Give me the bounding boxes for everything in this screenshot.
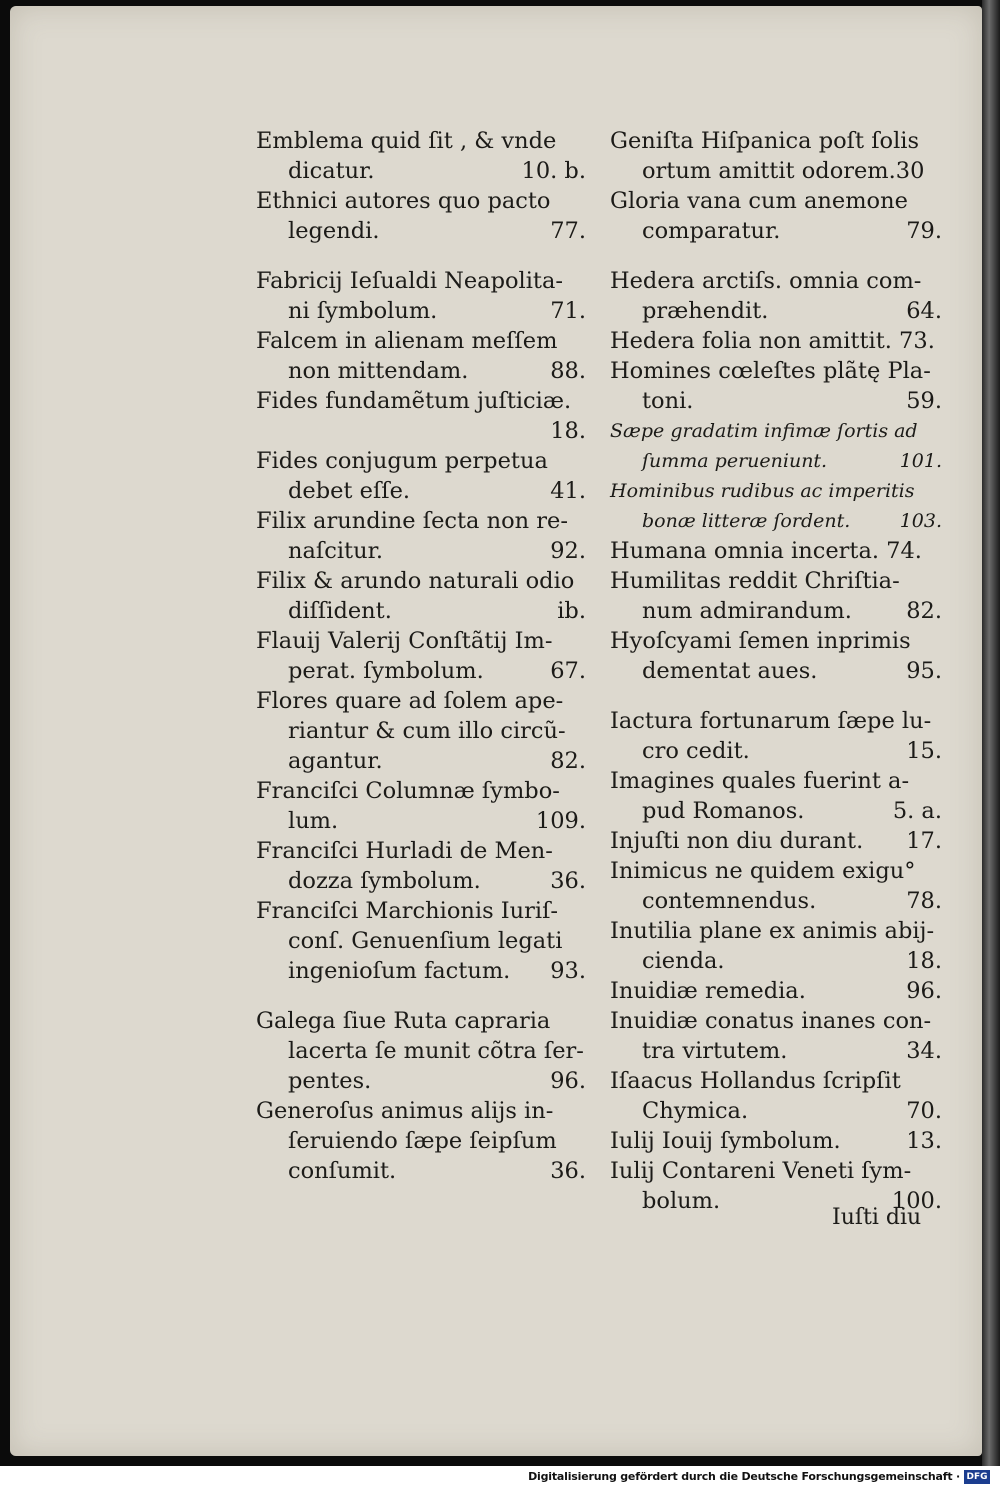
entry-heading: Ethnici autores quo pacto — [256, 188, 551, 214]
index-entry — [610, 1006, 942, 1066]
entry-heading: Franciſci Hurladi de Men- — [256, 838, 553, 864]
index-entry — [610, 326, 942, 356]
entry-continuation: perat. ſymbolum. — [288, 658, 484, 684]
index-entry — [610, 266, 942, 326]
page-reference: 15. — [906, 738, 942, 764]
entry-continuation: pud Romanos. — [642, 798, 805, 824]
page-reference: 100. — [891, 1188, 942, 1214]
index-entry — [610, 1066, 942, 1126]
index-entry — [256, 1006, 586, 1096]
page-reference: 70. — [906, 1098, 942, 1124]
index-entry — [256, 126, 586, 186]
footer-bar — [0, 1466, 1000, 1489]
index-entry — [610, 186, 942, 246]
entry-heading: Iactura fortunarum ſæpe lu- — [610, 708, 932, 734]
entry-heading: Emblema quid ſit , & vnde — [256, 128, 557, 154]
index-entry — [610, 126, 942, 186]
section-gap — [610, 686, 942, 706]
page-reference: 18. — [906, 948, 942, 974]
page-reference: 77. — [550, 218, 586, 244]
entry-heading: Filix arundine ſecta non re- — [256, 508, 568, 534]
entry-heading: Imagines quales fuerint a- — [610, 768, 910, 794]
index-entry — [610, 916, 942, 976]
entry-heading: Iulij Contareni Veneti ſym- — [610, 1158, 912, 1184]
entry-heading: Hyoſcyami ſemen inprimis — [610, 628, 911, 654]
page-reference: 41. — [550, 478, 586, 504]
index-entry — [256, 386, 586, 446]
index-entry — [256, 326, 586, 386]
index-column-right — [610, 126, 942, 1216]
entry-continuation: ni ſymbolum. — [288, 298, 438, 324]
index-entry — [256, 836, 586, 896]
entry-continuation: num admirandum. — [642, 598, 852, 624]
index-entry — [256, 446, 586, 506]
entry-heading: Iſaacus Hollandus ſcripſit — [610, 1068, 901, 1094]
index-entry — [610, 706, 942, 766]
entry-continuation: bonæ litteræ ſordent. — [642, 510, 851, 532]
entry-heading: Hominibus rudibus ac imperitis — [610, 480, 915, 502]
entry-heading: Inuidiæ remedia. — [610, 978, 806, 1004]
index-entry — [610, 976, 942, 1006]
page-reference: 78. — [906, 888, 942, 914]
entry-heading: Fides fundamẽtum juſticiæ. — [256, 388, 572, 414]
index-entry — [256, 186, 586, 246]
entry-continuation: pentes. — [288, 1068, 372, 1094]
entry-heading: Geniſta Hiſpanica poſt ſolis — [610, 128, 920, 154]
entry-continuation: conſ. Genuenſium legati — [288, 928, 563, 954]
section-gap — [256, 986, 586, 1006]
page-reference: 95. — [906, 658, 942, 684]
entry-heading: Fabricij Ieſualdi Neapolita- — [256, 268, 563, 294]
entry-continuation: tra virtutem. — [642, 1038, 788, 1064]
entry-heading: Homines cœleſtes plãtę Pla- — [610, 358, 931, 384]
index-entry — [256, 506, 586, 566]
page-reference: 93. — [550, 958, 586, 984]
entry-continuation: lacerta ſe munit cõtra ſer- — [288, 1038, 584, 1064]
index-entry — [256, 686, 586, 776]
page-reference: 18. — [550, 418, 586, 444]
page-reference: 71. — [550, 298, 586, 324]
entry-continuation: ortum amittit odorem.30 — [642, 158, 925, 184]
entry-heading: Flauij Valerij Conſtãtij Im- — [256, 628, 553, 654]
catchword: Iuſti diu — [832, 1205, 922, 1230]
page-reference: 64. — [906, 298, 942, 324]
entry-continuation: diſſident. — [288, 598, 392, 624]
entry-continuation: lum. — [288, 808, 339, 834]
page-reference: 36. — [550, 1158, 586, 1184]
index-entry — [256, 626, 586, 686]
entry-continuation: dementat aues. — [642, 658, 818, 684]
entry-continuation: cienda. — [642, 948, 725, 974]
entry-heading: Inuidiæ conatus inanes con- — [610, 1008, 932, 1034]
entry-continuation — [256, 416, 586, 446]
entry-heading: Injuſti non diu durant. — [610, 828, 864, 854]
page-reference: 10. b. — [521, 158, 586, 184]
entry-continuation: comparatur. — [642, 218, 781, 244]
entry-continuation: Chymica. — [642, 1098, 749, 1124]
index-entry — [256, 1096, 586, 1186]
entry-heading: Franciſci Marchionis Iuriſ- — [256, 898, 559, 924]
entry-heading: Humana omnia incerta. 74. — [610, 538, 922, 564]
footer-credit: Digitalisierung gefördert durch die Deutsche Forschungsgemeinschaft · — [528, 1470, 960, 1483]
section-gap — [256, 246, 586, 266]
entry-heading: Galega ſiue Ruta capraria — [256, 1008, 551, 1034]
index-entry — [610, 566, 942, 626]
index-entry — [610, 626, 942, 686]
index-entry — [256, 566, 586, 626]
page-reference: 5. a. — [892, 798, 942, 824]
entry-continuation: bolum. — [642, 1188, 721, 1214]
entry-continuation: dicatur. — [288, 158, 375, 184]
page-reference: 96. — [550, 1068, 586, 1094]
index-entry — [256, 266, 586, 326]
page-reference: 103. — [899, 510, 942, 532]
entry-continuation: præhendit. — [642, 298, 769, 324]
page-reference: 88. — [550, 358, 586, 384]
entry-continuation: toni. — [642, 388, 694, 414]
entry-heading: Flores quare ad ſolem ape- — [256, 688, 564, 714]
entry-heading: Fides conjugum perpetua — [256, 448, 548, 474]
index-entry — [256, 896, 586, 986]
entry-heading: Falcem in alienam meſſem — [256, 328, 558, 354]
page-reference: 101. — [899, 450, 942, 472]
page-reference: 96. — [906, 978, 942, 1004]
page-reference: 13. — [906, 1128, 942, 1154]
entry-heading: Inutilia plane ex animis abij- — [610, 918, 935, 944]
index-entry — [610, 826, 942, 856]
entry-heading: Hedera folia non amittit. 73. — [610, 328, 935, 354]
page-reference: 17. — [906, 828, 942, 854]
index-entry — [610, 536, 942, 566]
book-edge — [982, 0, 1000, 1466]
entry-continuation: agantur. — [288, 748, 383, 774]
entry-continuation: debet eſſe. — [288, 478, 411, 504]
page-reference: ib. — [557, 598, 586, 624]
page-reference: 34. — [906, 1038, 942, 1064]
entry-continuation: ingenioſum factum. — [288, 958, 511, 984]
section-gap — [610, 246, 942, 266]
index-entry — [610, 416, 942, 476]
page-reference: 67. — [550, 658, 586, 684]
index-column-left — [256, 126, 586, 1186]
index-entry — [610, 1126, 942, 1156]
entry-heading: Iulij Iouij ſymbolum. — [610, 1128, 841, 1154]
entry-heading: Franciſci Columnæ ſymbo- — [256, 778, 560, 804]
entry-continuation: legendi. — [288, 218, 380, 244]
entry-continuation: conſumit. — [288, 1158, 397, 1184]
page-reference: 82. — [906, 598, 942, 624]
page-reference: 36. — [550, 868, 586, 894]
entry-continuation: naſcitur. — [288, 538, 383, 564]
page-reference: 79. — [906, 218, 942, 244]
entry-heading: Humilitas reddit Chriſtia- — [610, 568, 900, 594]
index-entry — [256, 776, 586, 836]
page-reference: 109. — [535, 808, 586, 834]
page-reference: 59. — [906, 388, 942, 414]
page-reference: 92. — [550, 538, 586, 564]
page-reference: 82. — [550, 748, 586, 774]
entry-heading: Inimicus ne quidem exigu° — [610, 858, 916, 884]
entry-continuation: contemnendus. — [642, 888, 817, 914]
entry-heading: Sæpe gradatim infimæ ſortis ad — [610, 420, 918, 442]
entry-heading: Hedera arctiſs. omnia com- — [610, 268, 922, 294]
entry-continuation: dozza ſymbolum. — [288, 868, 481, 894]
entry-heading: Filix & arundo naturali odio — [256, 568, 575, 594]
index-entry — [610, 766, 942, 826]
index-entry — [610, 476, 942, 536]
dfg-logo-icon: DFG — [964, 1470, 990, 1484]
entry-continuation: riantur & cum illo circũ- — [288, 718, 566, 744]
entry-continuation: non mittendam. — [288, 358, 469, 384]
entry-continuation: cro cedit. — [642, 738, 750, 764]
index-entry — [610, 856, 942, 916]
index-entry — [610, 356, 942, 416]
entry-heading: Generoſus animus alijs in- — [256, 1098, 554, 1124]
entry-continuation: ſumma perueniunt. — [642, 450, 828, 472]
entry-heading: Gloria vana cum anemone — [610, 188, 908, 214]
entry-continuation: ſeruiendo ſæpe ſeipſum — [288, 1128, 557, 1154]
